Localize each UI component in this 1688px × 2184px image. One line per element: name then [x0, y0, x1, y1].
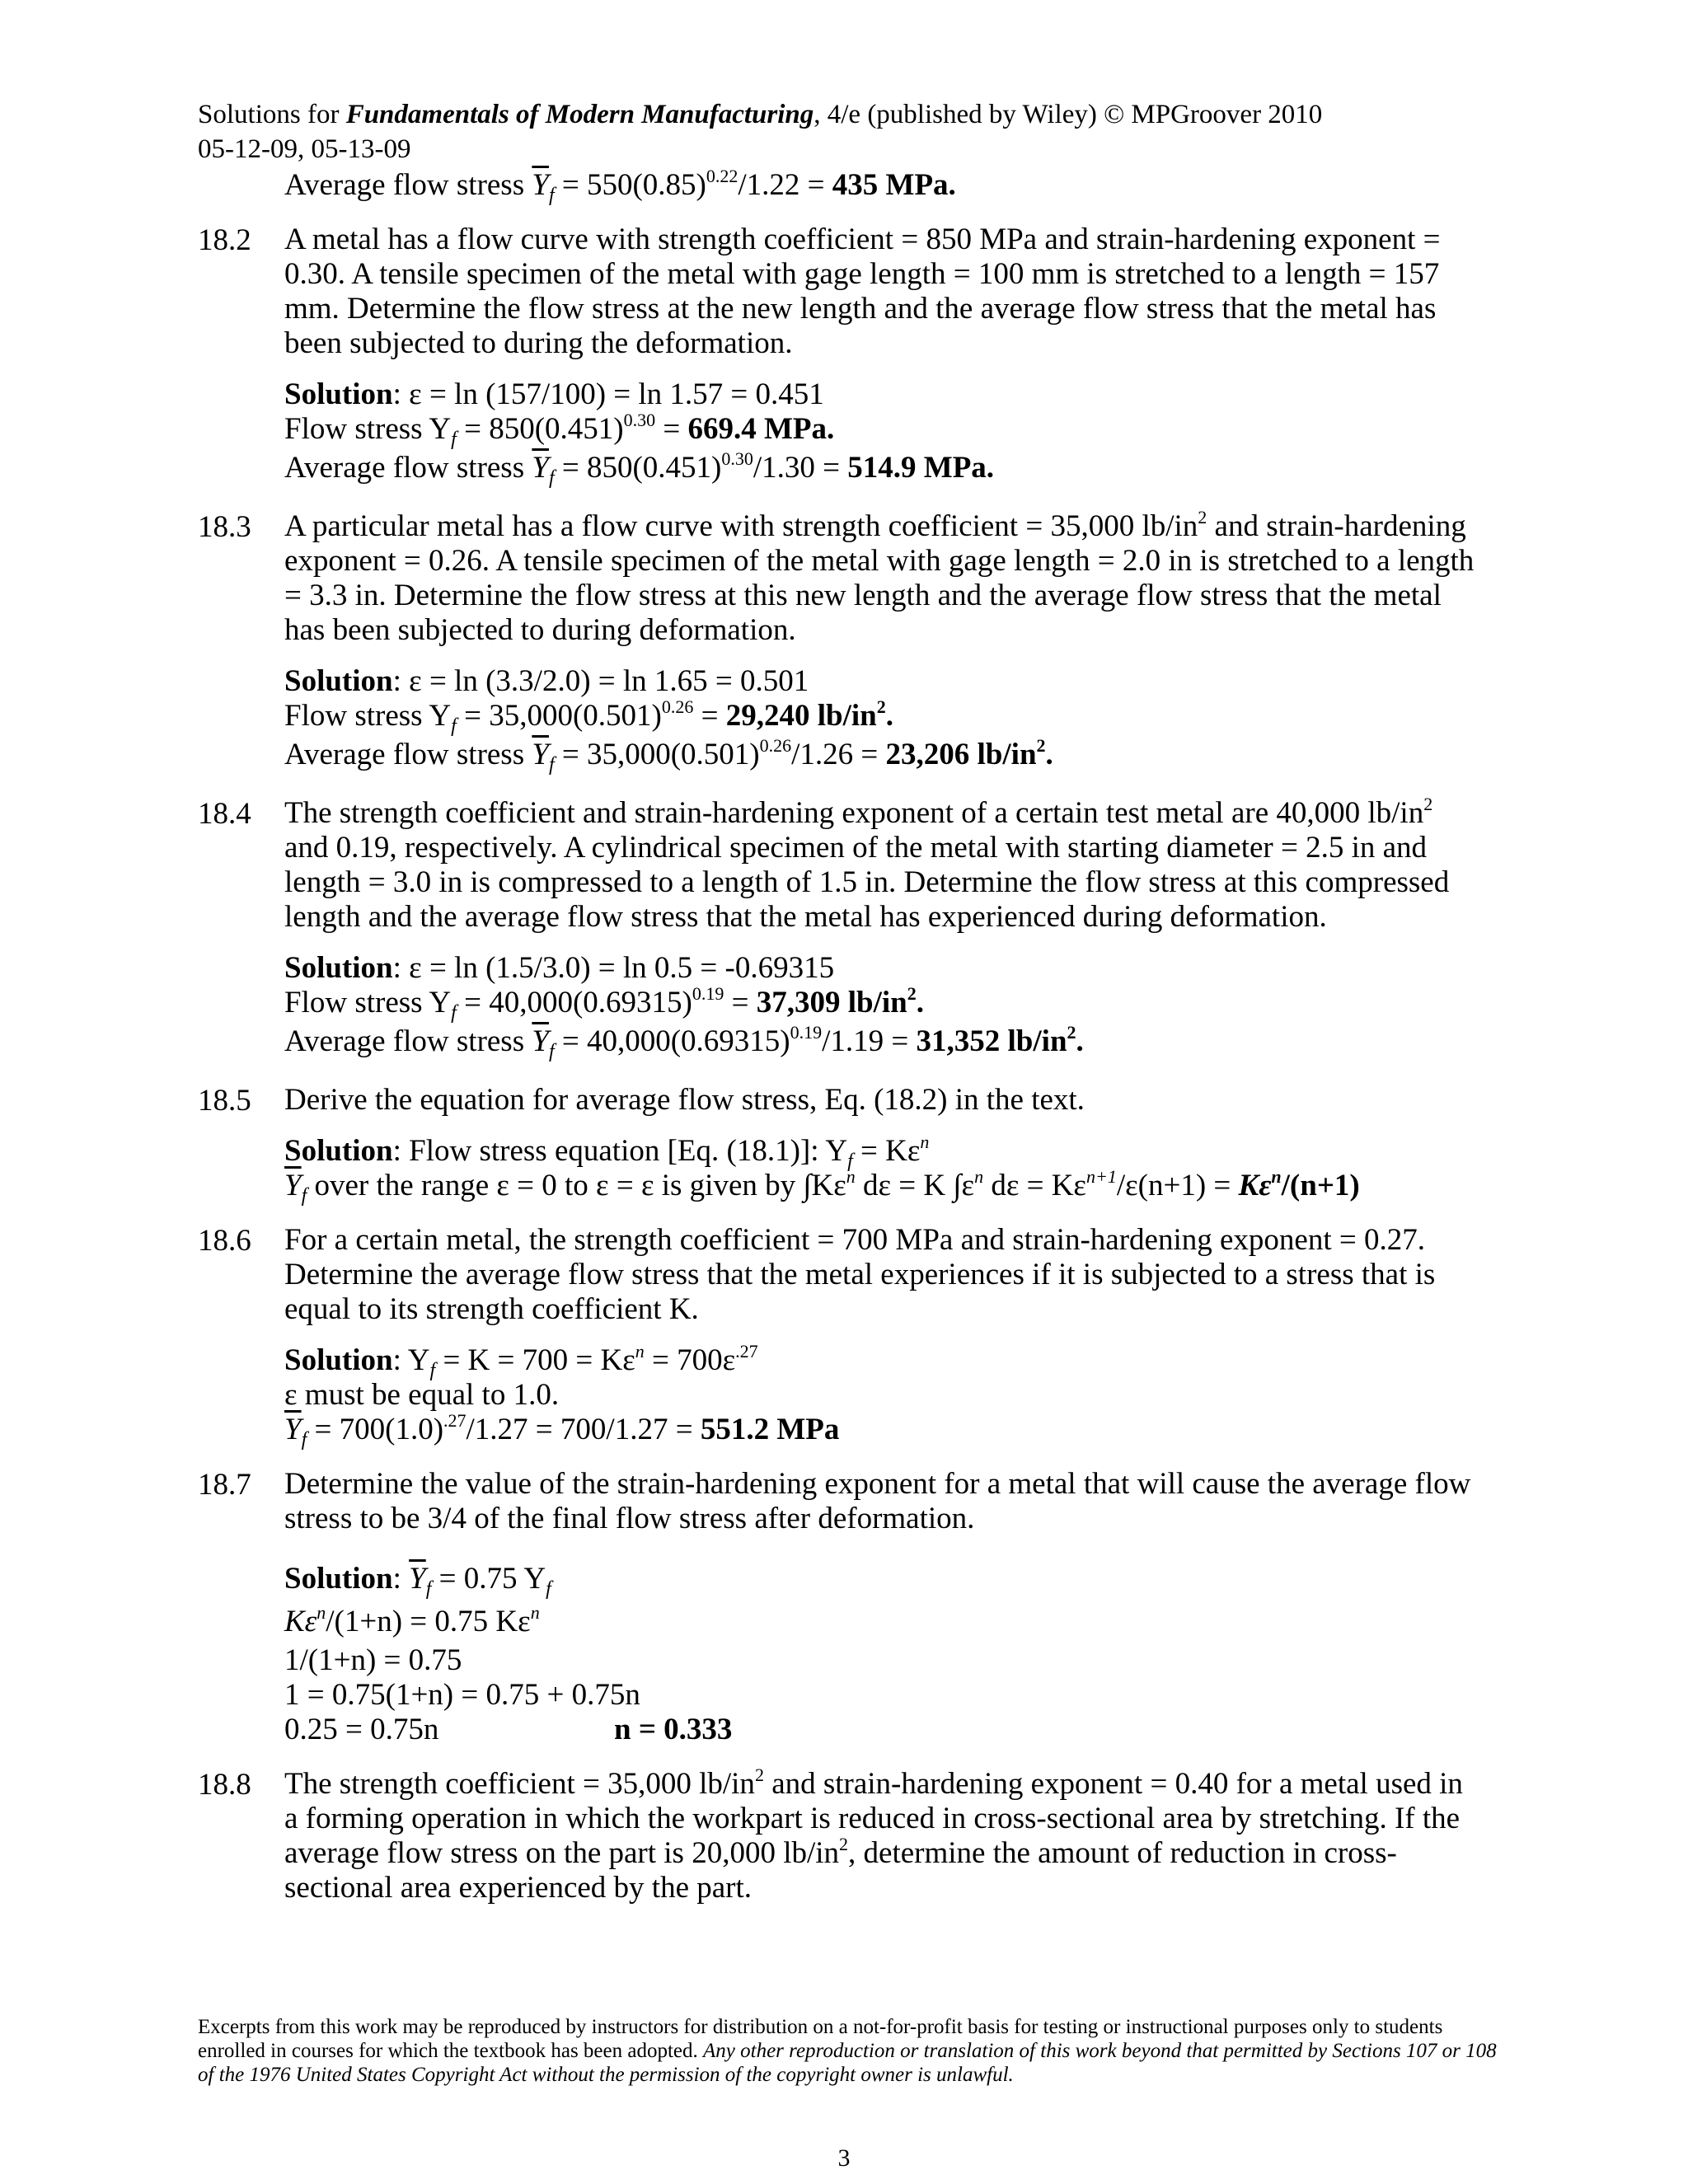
problem-statement: Determine the value of the strain-hardening exponent for a metal that will cause the average flow stress to be 3/4 of the final flow stress after deformation. [284, 1467, 1471, 1535]
solution-label: Solution [284, 1134, 393, 1168]
answer: n = 0.333 [614, 1713, 733, 1746]
carryover-line: Average flow stress $\overline{Y}_f = 550(0.85)^{0.22}/1.22 = 435$ MPa. [284, 166, 956, 206]
solution-line: Solution: ε = ln (3.3/2.0) = ln 1.65 = 0.501 [284, 664, 809, 698]
answer: $K\varepsilon^n/(n+1)$ [1238, 1166, 1360, 1202]
problem-statement: For a certain metal, the strength coefficient = 700 MPa and strain-hardening exponent = 0.27. Determine the average flow stress that the metal experiences if it is subjected to a stress that is equal to its strength coefficient K. [284, 1223, 1436, 1326]
problem-statement: A metal has a flow curve with strength coefficient = 850 MPa and strain-hardening exponent = 0.30. A tensile specimen of the metal with gage length = 100 mm is stretched to a length = 157 mm. Determine the flow stress at the new length and the average flow stress that the metal has been subjected to during the deformation. [284, 223, 1441, 360]
problem-18-6 [198, 1223, 1484, 1451]
solution-label: Solution [284, 1562, 393, 1596]
ybar-symbol: $\overline{Y}$ [532, 168, 549, 202]
solution-line: Flow stress $Y_f = 35,000(0.501)^{0.26} = 29,240$ $lb/in^2$. [284, 696, 893, 737]
solution-line: 0.25 = 0.75n n = 0.333 [284, 1713, 733, 1746]
problem-18-8 [198, 1767, 1484, 1905]
solution [284, 951, 1484, 1063]
solution-line: 1 = 0.75(1+n) = 0.75 + 0.75n [284, 1678, 640, 1712]
solution-line: Average flow stress $\overline{Y}_f = 40,000(0.69315)^{0.19}/1.19 = 31,352$ $lb/in^2$. [284, 1022, 1084, 1062]
solution [284, 377, 1484, 490]
book-title: Fundamentals of Modern Manufacturing [345, 100, 814, 129]
problem-18-5 [198, 1083, 1484, 1207]
page-number: 3 [837, 2144, 851, 2172]
problem-number: 18.3 [198, 510, 251, 544]
solution [284, 664, 1484, 776]
solution [284, 1558, 1484, 1747]
solution-line: Flow stress $Y_f = 40,000(0.69315)^{0.19} = 37,309$ $lb/in^2$. [284, 983, 924, 1024]
problem-18-4 [198, 796, 1484, 1063]
problem-number: 18.4 [198, 797, 251, 831]
solution-line: $K\varepsilon^n/(1+n) = 0.75$ $K\varepsilon^n$ [284, 1602, 540, 1638]
problem-number: 18.5 [198, 1084, 251, 1118]
problem-statement: A particular metal has a flow curve with strength coefficient = 35,000 $lb/in^2$ and strain-hardening exponent = 0.26. A tensile specimen of the metal with gage length = 2.0 in is stretched to a length = 3.3 in. Determine the flow stress at this new length and the average flow stress that the metal has been subjected to during deformation. [284, 507, 1475, 647]
solution-label: Solution [284, 377, 393, 411]
solution-label: Solution [284, 664, 393, 698]
solution-line: Average flow stress $\overline{Y}_f = 35,000(0.501)^{0.26}/1.26 = 23,206$ $lb/in^2$. [284, 735, 1053, 776]
answer: 23,206 $lb/in^2$. [885, 735, 1053, 771]
solution-line: Solution: ε = ln (1.5/3.0) = ln 0.5 = -0.69315 [284, 951, 835, 985]
answer: 514.9 MPa. [847, 451, 995, 485]
solution [284, 1132, 1484, 1207]
main-content [198, 168, 1484, 1905]
solution [284, 1341, 1484, 1451]
answer: 551.2 MPa [700, 1413, 840, 1446]
problem-number: 18.2 [198, 223, 251, 257]
ybar-symbol: $\overline{Y}$ [532, 451, 549, 485]
ybar-symbol: $\overline{Y}$ [284, 1413, 302, 1446]
ybar-symbol: $\overline{Y}$ [409, 1562, 426, 1596]
header-line-1 [198, 97, 1322, 132]
ybar-symbol: $\overline{Y}$ [532, 1024, 549, 1058]
carryover-solution [198, 166, 1484, 206]
solution-label: Solution [284, 1343, 393, 1377]
problem-statement: Derive the equation for average flow stress, Eq. (18.2) in the text. [284, 1083, 1085, 1117]
problem-number: 18.6 [198, 1224, 251, 1258]
solution-line: Solution: ε = ln (157/100) = ln 1.57 = 0.451 [284, 377, 824, 411]
solution-line: $\overline{Y}_f$ over the range ε = 0 to ε = ε is given by $\int K\varepsilon^n$ dε = K $\int\varepsilon^n$ $d\varepsilon = K\varepsilon^{n+1}/\varepsilon(n+1) = K\varepsilon^n/(n+1)$ [284, 1166, 1360, 1207]
header-dates: 05-12-09, 05-13-09 [198, 134, 411, 164]
solution-line: 1/(1+n) = 0.75 [284, 1643, 462, 1677]
problem-number: 18.7 [198, 1468, 251, 1502]
copyright-footer [198, 2015, 1500, 2087]
solution-line: ε must be equal to 1.0. [284, 1378, 560, 1412]
problem-18-7 [198, 1467, 1484, 1747]
ybar-symbol: $\overline{Y}$ [532, 738, 549, 771]
solution-line: Solution: $Y_f = K = 700 = K\varepsilon^n = 700\varepsilon^{.27}$ [284, 1341, 758, 1381]
solution-line: Average flow stress $\overline{Y}_f = 850(0.451)^{0.30}/1.30 = 514.9$ MPa. [284, 448, 995, 489]
problem-18-3 [198, 509, 1484, 776]
problem-statement: The strength coefficient = 35,000 $lb/in^2$ and strain-hardening exponent = 0.40 for a metal used in a forming operation in which the workpart is reduced in cross-sectional area by stretching. If the average flow stress on the part is 20,000 $lb/in^2$, determine the amount of reduction in cross-sectional area experienced by the part. [284, 1765, 1463, 1905]
page-header [198, 97, 1322, 166]
ybar-symbol: $\overline{Y}$ [284, 1169, 302, 1202]
header-prefix: Solutions for [198, 100, 346, 129]
solution-label: Solution [284, 951, 393, 985]
footer-text: Excerpts from this work may be reproduced by instructors for distribution on a not-for-profit basis for testing or instructional purposes only to students enrolled in courses for which the textbook has been adopted. [198, 2016, 1443, 2062]
footer-legal-text: Any other reproduction or translation of this work beyond that permitted by Sections 107 or 108 of the 1976 United States Copyright Act without the permission of the copyright owner is unlawful. [198, 2040, 1497, 2086]
solution-line: Flow stress $Y_f = 850(0.451)^{0.30} = 669.4$ MPa. [284, 410, 835, 450]
header-suffix: , 4/e (published by Wiley) © MPGroover 2010 [814, 100, 1323, 129]
problem-statement: The strength coefficient and strain-hardening exponent of a certain test metal are 40,000 $lb/in^2$ and 0.19, respectively. A cylindrical specimen of the metal with starting diameter = 2.5 in and length = 3.0 in is compressed to a length of 1.5 in. Determine the flow stress at this compressed length and the average flow stress that the metal has experienced during deformation. [284, 794, 1450, 934]
problem-18-2 [198, 223, 1484, 490]
solution-line: Solution: Flow stress equation [Eq. (18.1)]: $Y_f = K\varepsilon^n$ [284, 1132, 930, 1172]
answer: 29,240 $lb/in^2$. [725, 696, 893, 733]
solution-line: Solution: $\overline{Y}_f = 0.75$ $Y_f$ [284, 1562, 551, 1600]
answer: 669.4 MPa. [687, 412, 835, 446]
answer: 37,309 $lb/in^2$. [756, 983, 924, 1019]
answer: 435 MPa. [832, 168, 956, 202]
solution-line: $\overline{Y}_f = 700(1.0)^{.27}/1.27 = 700/1.27 = 551.2$ MPa [284, 1410, 840, 1451]
answer: 31,352 $lb/in^2$. [916, 1022, 1084, 1058]
problem-number: 18.8 [198, 1768, 251, 1802]
